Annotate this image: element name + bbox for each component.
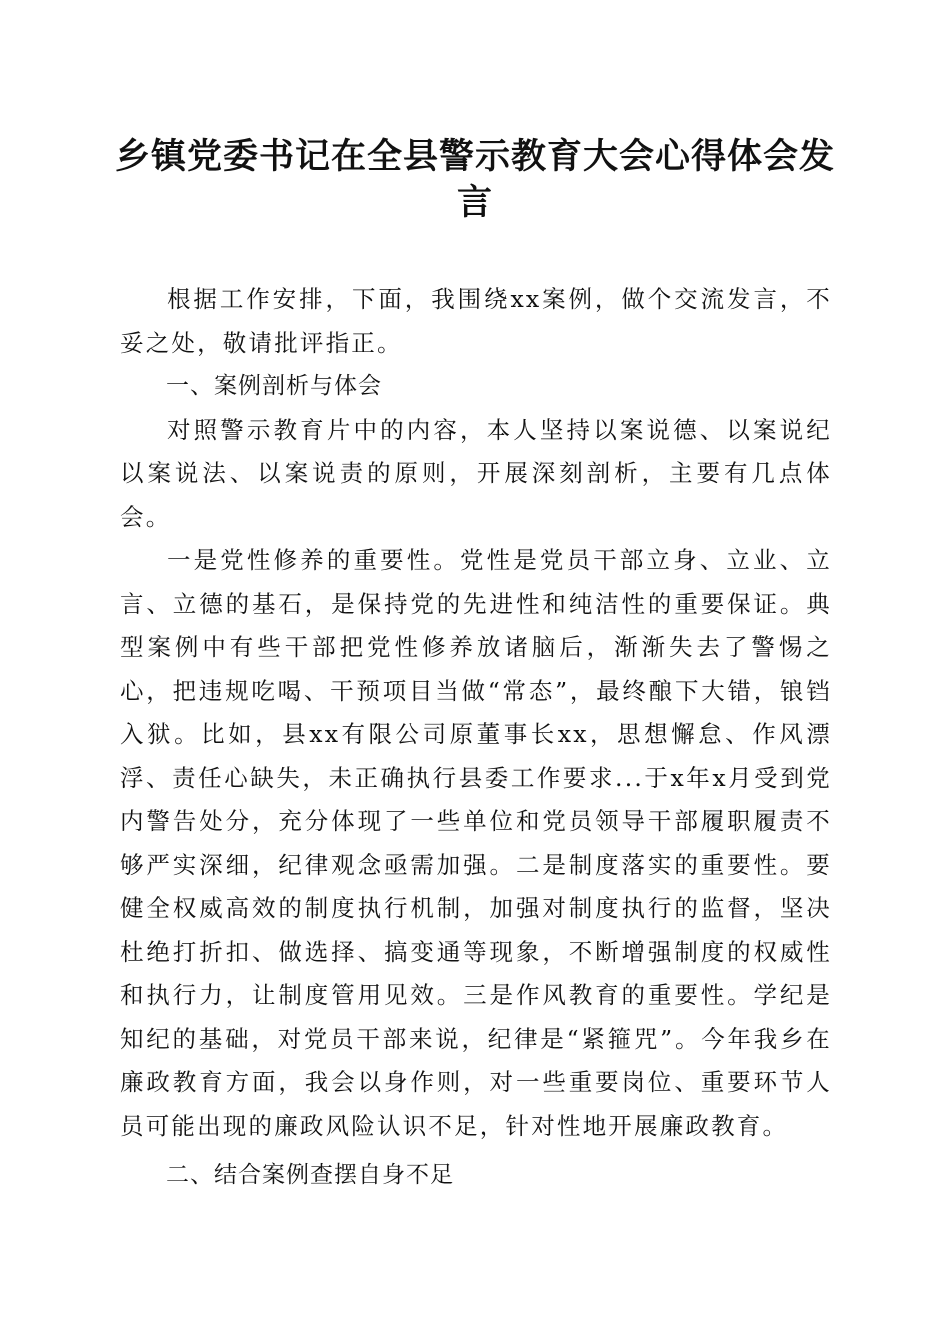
paragraph-body-text: 党性是党员干部立身、立业、立言、立德的基石，是保持党的先进性和纯洁性的重要保证。典型案例中有些干部把党性修养放诸脑后，渐渐失去了警惕之心，把违规吃喝、干预项目当做“常态”，最终酿下大错，锒铛入狱。比如，县xx有限公司原董事长xx，思想懈怠、作风漂浮、责任心缺失，未正确执行县委工作要求...于x年x月受到党内警告处分，充分体现了一些单位和党员领导干部履职履责不够严实深细，纪律观念亟需加强。二是制度落实的重要性。要健全权威高效的制度执行机制，加强对制度执行的监督，坚决杜绝打折扣、做选择、搞变通等现象，不断增强制度的权威性和执行力，让制度管用见效。三是作风教育的重要性。学纪是知纪的基础，对党员干部来说，纪律是“紧箍咒”。今年我乡在廉政教育方面，我会以身作则，对一些重要岗位、重要环节人员可能出现的廉政风险认识不足，针对性地开展廉政教育。	[120, 546, 832, 1140]
paragraph-lead-phrase: 一是党性修养的重要性。	[167, 546, 461, 574]
intro-paragraph: 根据工作安排，下面，我围绕xx案例，做个交流发言，不妥之处，敬请批评指正。	[120, 285, 832, 357]
section1-paragraph-1: 对照警示教育片中的内容，本人坚持以案说德、以案说纪以案说法、以案说责的原则，开展深刻剖析，主要有几点体会。	[120, 415, 832, 531]
document-title: 乡镇党委书记在全县警示教育大会心得体会发言	[114, 136, 835, 223]
section1-paragraph-2	[120, 539, 832, 1148]
document-body	[120, 278, 832, 1198]
section-heading-2: 二、结合案例查摆自身不足	[166, 1162, 454, 1188]
section-heading-1: 一、案例剖析与体会	[166, 373, 382, 399]
